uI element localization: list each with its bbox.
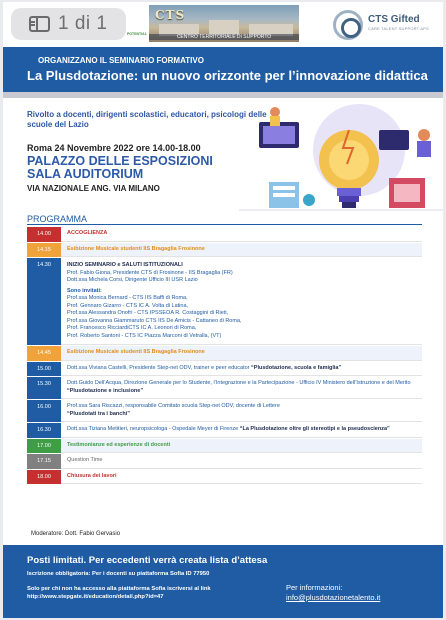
row-time: 14.15: [27, 243, 61, 258]
talk-title: “Plusdotazione, scuola e famiglia”: [251, 364, 342, 371]
row-time: 17.15: [27, 454, 61, 469]
row-line: Prof. Fabio Giona, Presidente CTS di Frosinone - IIS Bragaglia (FR): [67, 269, 233, 276]
table-row: [27, 400, 422, 423]
table-row: [27, 362, 422, 378]
alternative-registration-link[interactable]: Solo per chi non ha accesso alla piattaforma Sofia iscriversi al link http://www.stepgate.it/education/detail.php?id=47: [27, 586, 211, 600]
table-row: [27, 454, 422, 470]
row-time: 18.00: [27, 470, 61, 485]
speaker-text: Dott.ssa Tiziana Metitieri, neuropsicologa - Ospedale Meyer di Firenze: [67, 426, 239, 432]
table-row: [27, 377, 422, 400]
page-indicator-button[interactable]: [11, 8, 126, 40]
registration-note: Iscrizione obbligatoria: Per i docenti su piattaforma Sofia ID 77950: [27, 571, 210, 577]
invited-item: Prof.ssa Alessandra Onofri - CTS IPSSEOA R. Costaggini di Rieti,: [67, 310, 229, 316]
invited-item: Prof. Roberto Santoni - CTS IC Piazza Marconi di Vetralla, (VT): [67, 332, 222, 339]
table-row: [27, 227, 422, 243]
info-label: Per informazioni:: [286, 583, 343, 592]
table-row: [27, 243, 422, 259]
talk-title: “La Plusdotazione oltre gli stereotipi e la pseudoscienza”: [239, 426, 390, 432]
logo-strip: [3, 2, 443, 47]
row-time: 14.30: [27, 258, 61, 345]
row-title: INIZIO SEMINARIO e SALUTI ISTITUZIONALI: [67, 262, 183, 268]
table-row: [27, 258, 422, 346]
invited-label: Sono invitati:: [67, 287, 102, 294]
cts-gifted-logo-icon: [333, 10, 363, 40]
row-text: ACCOGLIENZA: [61, 227, 422, 242]
moderator-line: Moderatore: Dott. Fabio Gervasio: [31, 531, 121, 537]
seminar-title: La Plusdotazione: un nuovo orizzonte per l’innovazione didattica: [27, 68, 428, 83]
row-time: 17.00: [27, 439, 61, 454]
table-row: [27, 346, 422, 362]
info-email-link[interactable]: info@plusdotazionetalento.it: [286, 593, 381, 602]
sidebar-toggle-icon: [29, 16, 50, 32]
row-text: Chiusura dei lavori: [61, 470, 422, 485]
speaker-text: Dott.ssa Viviana Castelli, Presidente Step-net ODV, trainer e peer educator: [67, 364, 250, 371]
flyer-page: [3, 2, 443, 618]
cts-logo: [149, 5, 299, 42]
target-audience: Rivolto a docenti, dirigenti scolastici, educatori, psicologi delle scuole del Lazio: [27, 110, 267, 129]
limited-seats-notice: Posti limitati. Per eccedenti verrà creata lista d’attesa: [27, 555, 268, 566]
venue-address: VIA NAZIONALE ANG. VIA MILANO: [27, 184, 160, 193]
row-time: 14.45: [27, 346, 61, 361]
invited-item: Prof.ssa Monica Bernard - CTS IIS Baffi di Roma,: [67, 295, 188, 301]
header-band: [3, 47, 443, 92]
row-time: 15.30: [27, 377, 61, 399]
table-row: [27, 423, 422, 439]
invited-item: Prof. Gennaro Gizarro - CTS IC A. Volta di Latina,: [67, 302, 189, 309]
cts-logo-title: CTS: [155, 8, 186, 22]
venue-name: [27, 155, 213, 181]
row-content: [61, 400, 422, 422]
left-logo-tag: POTENTIAL: [127, 32, 147, 36]
row-text: Question Time: [61, 454, 422, 469]
row-time: 16.00: [27, 400, 61, 422]
row-content: [61, 423, 422, 438]
organizers-line: ORGANIZZANO IL SEMINARIO FORMATIVO: [38, 56, 204, 65]
speaker-text: Prof.ssa Sara Riscazzi, responsabile Comitato scuola Step-net ODV, docente di Lettere: [67, 403, 280, 409]
lightbulb-innovation-illustration: [239, 100, 443, 218]
row-text: Esibizione Musicale studenti IIS Bragaglia Frosinone: [61, 346, 422, 361]
row-text: Testimonianze ed esperienze di docenti: [61, 439, 422, 454]
venue-line-2: SALA AUDITORIUM: [27, 167, 144, 181]
cts-logo-caption: CENTRO TERRITORIALE DI SUPPORTO: [149, 34, 299, 40]
talk-title: “Plusdotazione e inclusione”: [67, 387, 144, 394]
row-content: [61, 362, 422, 377]
talk-title: “Plusdotati tra i banchi”: [67, 410, 130, 417]
row-time: 15.00: [27, 362, 61, 377]
row-content: [61, 258, 422, 345]
event-date: Roma 24 Novembre 2022 ore 14.00-18.00: [27, 143, 201, 153]
row-time: 16.30: [27, 423, 61, 438]
invited-item: Prof. Francesco RicciardiCTS IC A. Leonori di Roma,: [67, 325, 197, 331]
footer-band: [3, 545, 443, 618]
table-row: [27, 470, 422, 486]
row-line: Dott.ssa Michela Corsi, Dirigente Ufficio III USR Lazio: [67, 277, 198, 283]
row-time: 14.00: [27, 227, 61, 242]
cts-gifted-name: CTS Gifted: [368, 14, 420, 25]
row-content: [61, 377, 422, 399]
program-rule: [27, 224, 422, 225]
table-row: [27, 439, 422, 455]
page-indicator-text: 1 di 1: [58, 13, 108, 34]
row-text: Esibizione Musicale studenti IIS Bragaglia Frosinone: [61, 243, 422, 258]
cts-gifted-tagline: CARE TALENT SUPPORT APS: [368, 26, 429, 31]
program-table: [27, 227, 422, 485]
program-heading: PROGRAMMA: [27, 214, 88, 224]
divider-band: [3, 92, 443, 98]
invited-item: Prof.ssa Giovanna Giammaruto CTS IIS De Amicis - Cattaneo di Roma,: [67, 317, 242, 324]
speaker-text: Dott.Guido Dell’Acqua, Direzione Generale per lo Studente, l’Integrazione e la Partecipazione - Ufficio IV Ministero dell’Istruzione e del Merito: [67, 380, 411, 386]
venue-line-1: PALAZZO DELLE ESPOSIZIONI: [27, 154, 213, 168]
